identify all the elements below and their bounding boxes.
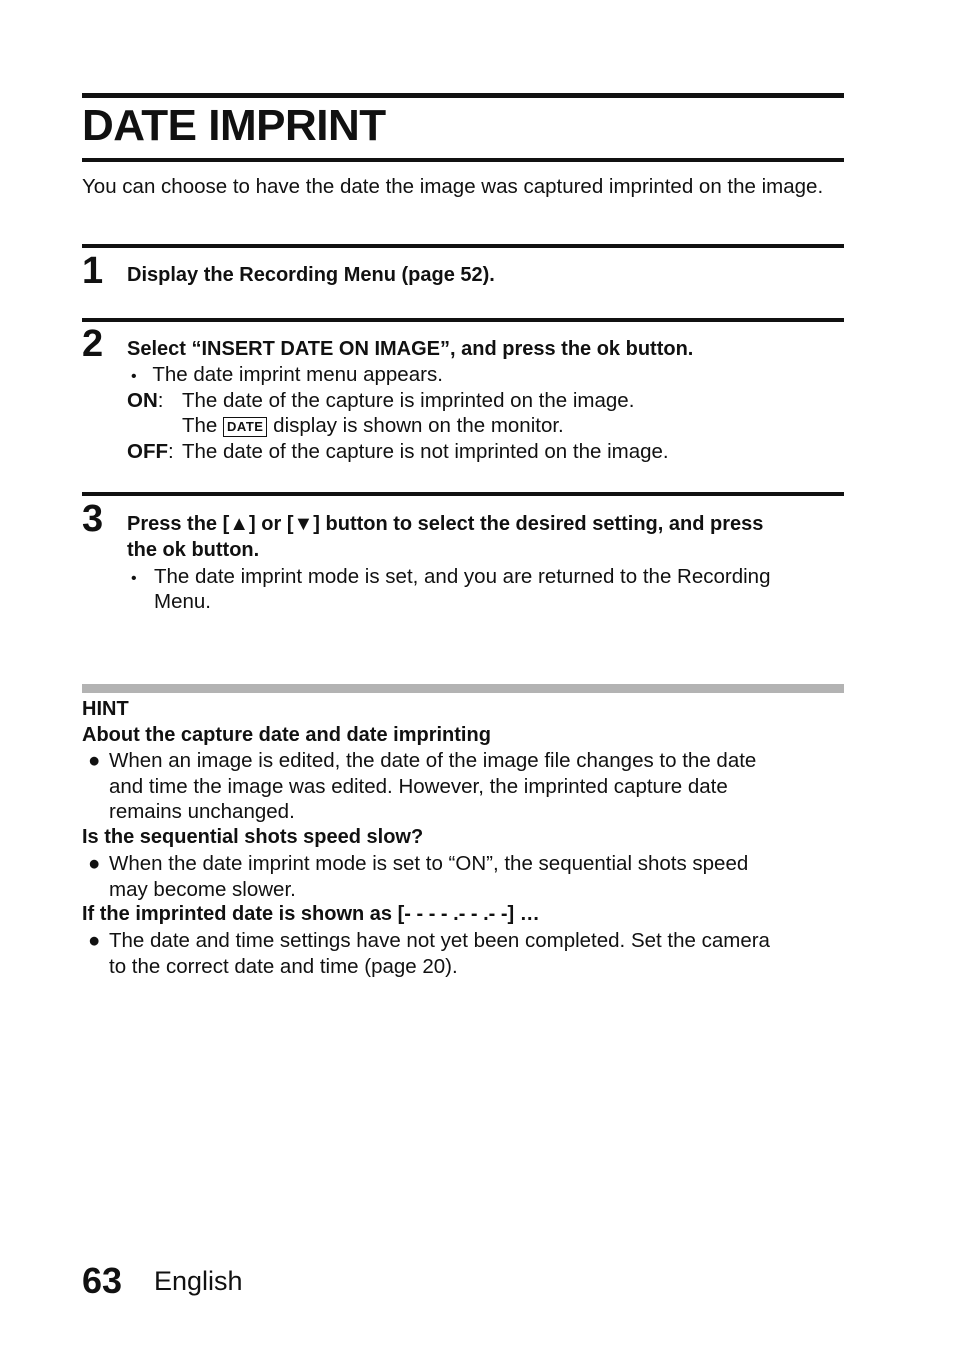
on-label: ON: [127, 389, 158, 412]
hint-label: HINT: [82, 698, 129, 720]
step-2-on-text: The date of the capture is imprinted on the image.: [182, 389, 635, 412]
title-top-rule: [82, 93, 844, 98]
step-1-rule: [82, 244, 844, 248]
hint-2-line-1: When the date imprint mode is set to “ON”, the sequential shots speed: [109, 852, 749, 875]
on-line2-pre: The: [182, 414, 218, 437]
step-2-heading: Select “INSERT DATE ON IMAGE”, and press the ok button.: [127, 338, 694, 360]
hint-1-line-2: and time the image was edited. However, the imprinted capture date: [109, 774, 728, 798]
page-language: English: [154, 1266, 243, 1296]
hint-3-heading: If the imprinted date is shown as [- - - - .- - .- -] …: [82, 903, 540, 925]
on-line2-post: display is shown on the monitor.: [273, 414, 564, 437]
step-2-rule: [82, 318, 844, 322]
step-2-bullet-text: The date imprint menu appears.: [152, 363, 443, 386]
step-2-off-text: The date of the capture is not imprinted on the image.: [182, 440, 669, 463]
hint-3-line-2: to the correct date and time (page 20).: [109, 954, 458, 978]
hint-3-bullet: ●: [88, 929, 101, 952]
step-2-on-line2: [182, 413, 564, 439]
step-2-number: 2: [82, 323, 104, 365]
step-3-bullet-marker: •: [131, 570, 137, 587]
step-3-bullet-line1: The date imprint mode is set, and you are returned to the Recording: [154, 565, 771, 588]
hint-1-line-1: When an image is edited, the date of the image file changes to the date: [109, 749, 757, 772]
hint-1-line-3: remains unchanged.: [109, 800, 295, 823]
date-icon: DATE: [223, 417, 267, 437]
step-1-number: 1: [82, 250, 104, 292]
step-3-heading-line1: Press the [▲] or [▼] button to select the desired setting, and press: [127, 513, 764, 535]
step-2-on-line: [127, 388, 163, 414]
step-3-heading-line2: the ok button.: [127, 539, 260, 561]
step-3-number: 3: [82, 498, 104, 540]
step-2-off-line: [127, 439, 174, 465]
step-3-rule: [82, 492, 844, 496]
page-title: DATE IMPRINT: [82, 101, 386, 150]
hint-1-item: [88, 748, 844, 825]
bullet-marker: •: [131, 368, 137, 385]
hint-2-line-2: may become slower.: [109, 877, 296, 901]
hint-2-bullet: ●: [88, 852, 101, 875]
off-colon: :: [168, 440, 174, 463]
hint-2-item: [88, 851, 844, 902]
step-1-heading: Display the Recording Menu (page 52).: [127, 264, 495, 286]
intro-text: You can choose to have the date the image was captured imprinted on the image.: [82, 175, 824, 198]
hint-3-line-1: The date and time settings have not yet been completed. Set the camera: [109, 929, 770, 952]
off-label: OFF: [127, 440, 168, 463]
hint-3-item: [88, 928, 844, 979]
page-number: 63: [82, 1260, 123, 1301]
hint-2-heading: Is the sequential shots speed slow?: [82, 826, 424, 848]
step-3-bullet-line2: Menu.: [154, 590, 211, 613]
hint-1-bullet: ●: [88, 749, 101, 772]
on-colon: :: [157, 389, 164, 412]
title-bottom-rule: [82, 158, 844, 162]
hint-1-heading: About the capture date and date imprinting: [82, 724, 491, 746]
step-2-bullet: [131, 362, 443, 390]
hint-divider-bar: [82, 684, 844, 693]
